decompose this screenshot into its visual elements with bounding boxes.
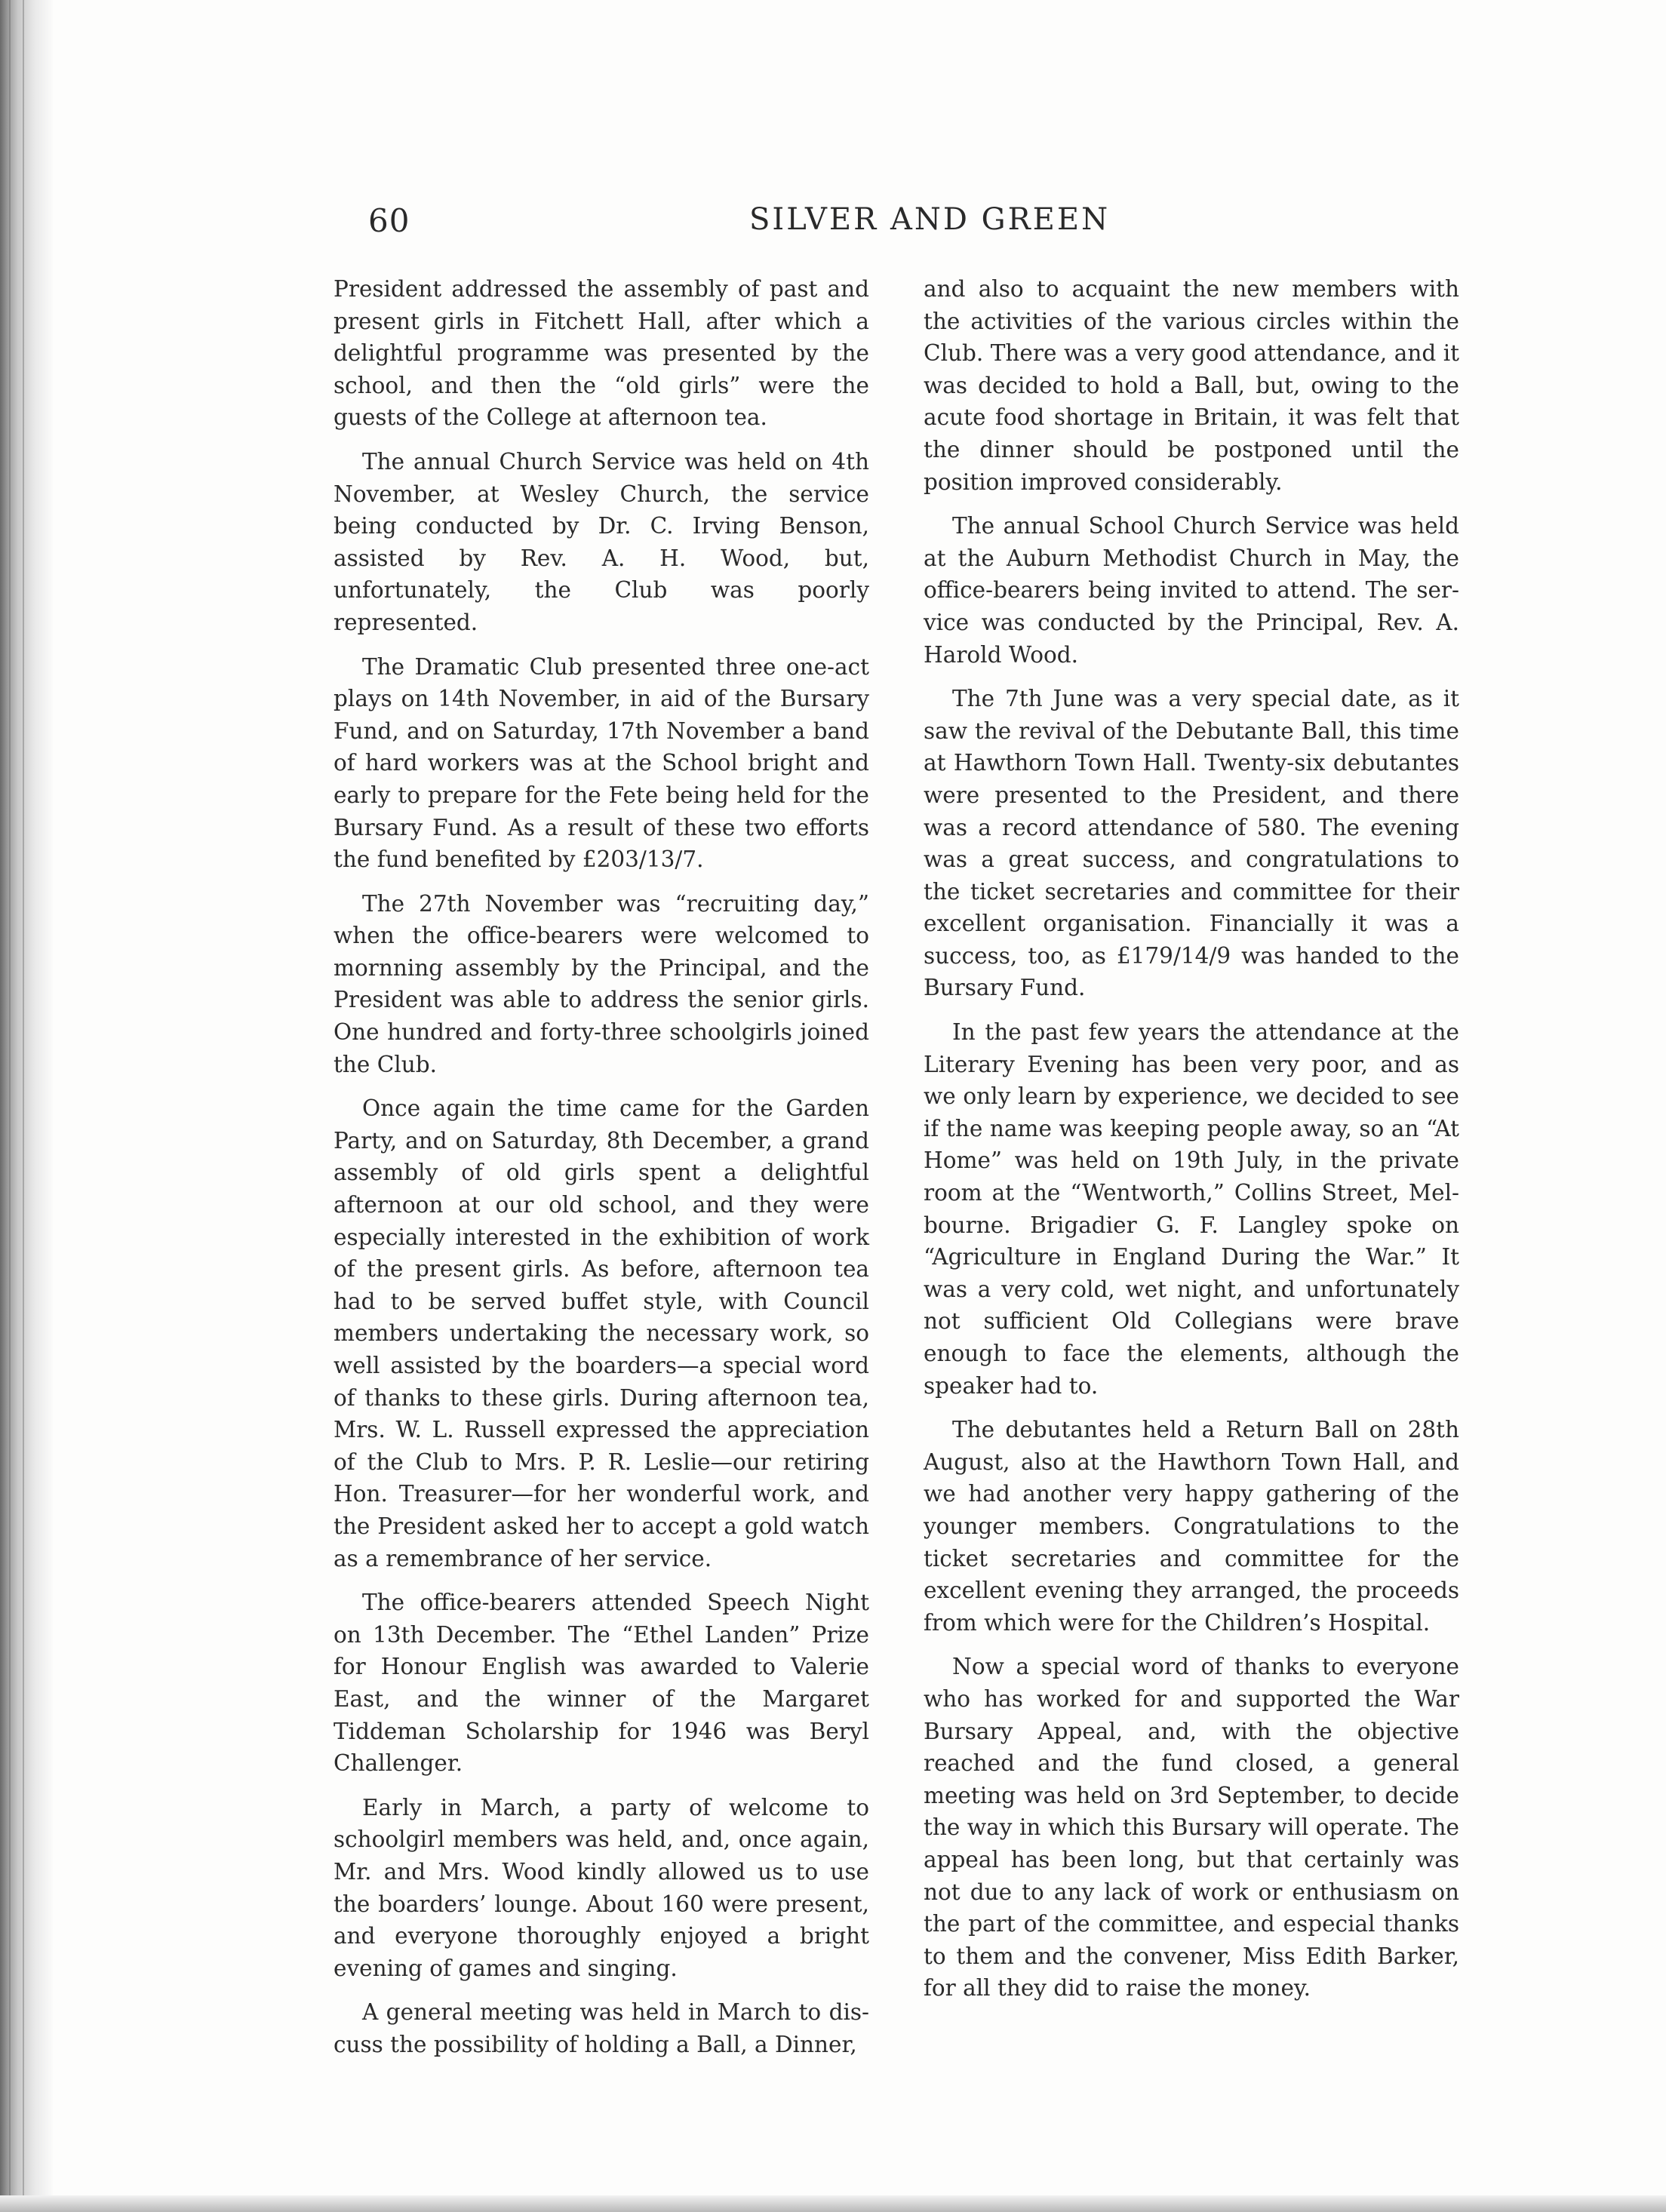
paragraph: Once again the time came for the Garden Party, and on Saturday, 8th December, a grand assembly of old girls spent a delightful afternoon at our old school, and they were especially interested in the exhibition of work of the present girls. As before, afternoon tea had to be served buffet style, with Council members undertaking the necessary work, so well assisted by the boarders—a special word of thanks to these girls. During afternoon tea, Mrs. W. L. Russell expressed the appreciation of the Club to Mrs. P. R. Leslie—our retiring Hon. Treasurer—for her wonderful work, and the President asked her to accept a gold watch as a remembrance of her service. (334, 1095, 869, 1571)
paragraph: The office-bearers attended Speech Night on 13th December. The “Ethel Landen” Prize for Honour English was awarded to Valerie East, and the winner of the Margaret Tiddeman Scholarship for 1946 was Beryl Challenger. (334, 1590, 869, 1777)
paragraph: The 27th November was “recruiting day,” when the office-bearers were welcomed to mornning assembly by the Principal, and the President was able to address the senior girls. One hundred and forty-three schoolgirls joined the Club. (334, 890, 869, 1077)
paragraph: Early in March, a party of welcome to schoolgirl members was held, and, once again, Mr. and Mrs. Wood kindly allowed us to use the boarders’ lounge. About 160 were present, and everyone thoroughly enjoyed a bright evening of games and singing. (334, 1794, 869, 1981)
paragraph: Now a special word of thanks to everyone who has worked for and supported the War Bursary Appeal, and, with the objective reached and the fund closed, a general meeting was held on 3rd September, to decide the way in which this Bursary will operate. The appeal has been long, but that certainly was not due to any lack of work or enthusiasm on the part of the committee, and especial thanks to them and the convener, Miss Edith Barker, for all they did to raise the money. (924, 1654, 1459, 2002)
left-column (334, 273, 869, 2072)
paragraph: The debutantes held a Return Ball on 28th August, also at the Hawthorn Town Hall, and we had another very happy gathering of the younger members. Congratulations to the ticket secretaries and committee for the excellent evening they arranged, the proceeds from which were for the Children’s Hospital. (924, 1417, 1459, 1636)
running-title: SILVER AND GREEN (749, 202, 1111, 237)
page-binding-shadow (0, 0, 53, 2212)
paragraph: The Dramatic Club presented three one-act plays on 14th November, in aid of the Bursary Fund, and on Saturday, 17th November a band of hard workers was at the School bright and early to prepare for the Fete being held for the Bursary Fund. As a result of these two efforts the fund benefited by £203/13/7. (334, 653, 869, 873)
right-column (924, 273, 1459, 2017)
page-header (368, 202, 1523, 247)
paragraph: In the past few years the attendance at the Literary Evening has been very poor, and as we only learn by experience, we decided to see if the name was keeping people away, so an “At Home” was held on 19th July, in the private room at the “Wentworth,” Collins Street, Melbourne. Brigadier G. F. Langley spoke on “Agriculture in England During the War.” It was a very cold, wet night, and unfortunately not sufficient Old Collegians were brave enough to face the elements, although the speaker had to. (924, 1019, 1459, 1399)
page-bottom-edge (0, 2195, 1666, 2212)
binding-edge-line (9, 0, 11, 2212)
page-number: 60 (368, 202, 410, 239)
paragraph: The annual Church Service was held on 4th November, at Wesley Church, the service being conducted by Dr. C. Irving Benson, assisted by Rev. A. H. Wood, but, unfortunately, the Club was poorly represented. (334, 448, 869, 635)
paragraph: and also to acquaint the new members with the activities of the various circles within the Club. There was a very good attendance, and it was decided to hold a Ball, but, owing to the acute food shortage in Britain, it was felt that the dinner should be postponed until the position improved considerably. (924, 276, 1459, 495)
paragraph: The annual School Church Service was held at the Auburn Methodist Church in May, the office-bearers being invited to attend. The service was conducted by the Principal, Rev. A. Harold Wood. (924, 513, 1459, 668)
paragraph: A general meeting was held in March to discuss the possibility of holding a Ball, a Dinner, (334, 1999, 869, 2057)
paragraph: The 7th June was a very special date, as it saw the revival of the Debutante Ball, this time at Hawthorn Town Hall. Twenty-six debutantes were presented to the President, and there was a record attendance of 580. The evening was a great success, and congratulations to the ticket secretaries and committee for their excellent organisation. Financially it was a success, too, as £179/14/9 was handed to the Bursary Fund. (924, 686, 1459, 1001)
paragraph: President addressed the assembly of past and present girls in Fitchett Hall, after which a delightful programme was presented by the school, and then the “old girls” were the guests of the College at afternoon tea. (334, 276, 869, 431)
binding-edge-line (23, 0, 24, 2212)
